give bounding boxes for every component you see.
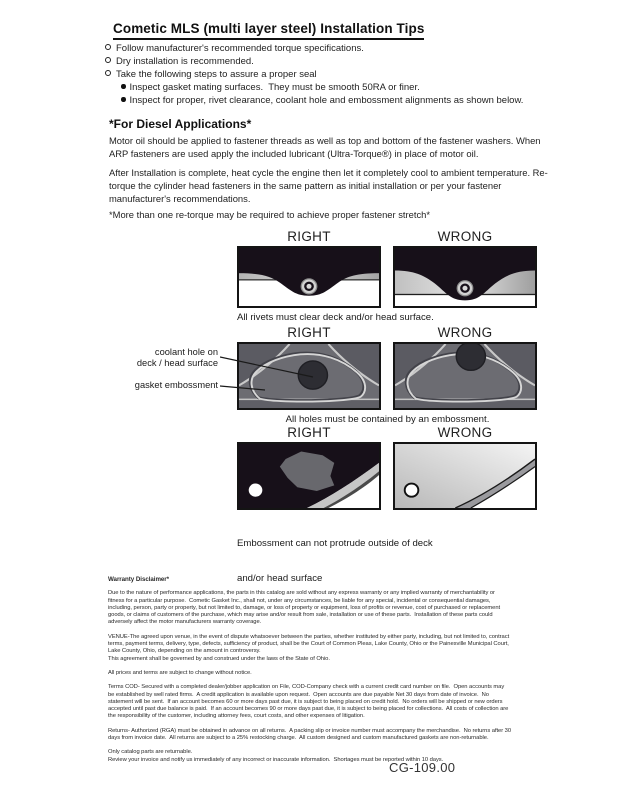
diagram-label-right: RIGHT bbox=[287, 425, 331, 440]
diagram-protrude-right bbox=[237, 442, 381, 510]
diesel-heading: *For Diesel Applications* bbox=[109, 117, 252, 131]
bullet-icon bbox=[105, 57, 111, 63]
disclaimer-paragraph-warranty: Due to the nature of performance applications, the parts in this catalog are sold without any express warranty or any implied warranty of merchantability or fitness for a particular purpose. Cometic Gasket Inc., shall not, under any circumstances, be liable for any special, incidental or consequential damages, including, person, party or property, but not limited to, damage, or loss of property or equipment, loss of profits or revenue, cost of purchased or replacement goods, or claims of customers of the purchase, which may arise and/or result from sale, installation or use of these parts. Installation of these parts could adversely affect the motor manufacturers warranty coverage. bbox=[108, 590, 502, 626]
rivet-wrong-illustration bbox=[395, 248, 535, 306]
diagram-rivet-wrong bbox=[393, 246, 537, 308]
diagram-caption-row1: All rivets must clear deck and/or head surface. bbox=[237, 312, 434, 323]
sub-bullet-text: Inspect for proper, rivet clearance, coolant hole and embossment alignments as shown below. bbox=[129, 95, 524, 106]
disclaimer-heading: Warranty Disclaimer* bbox=[108, 576, 170, 583]
diesel-paragraph-2: After Installation is complete, heat cycle the engine then let it completely cool to ambient temperature. Re-torque the cylinder head fasteners in the same pattern as initial installation or per your fastener manufacturer's recommendations. bbox=[109, 167, 548, 204]
annotation-coolant-hole bbox=[88, 347, 218, 369]
disclaimer-paragraph-catalog: Only catalog parts are returnable. bbox=[108, 749, 193, 756]
rivet-right-illustration bbox=[239, 248, 379, 306]
bullet-item bbox=[105, 68, 364, 81]
diagram-label-wrong: WRONG bbox=[437, 229, 493, 244]
bullet-item bbox=[105, 42, 364, 55]
tips-list bbox=[105, 42, 364, 81]
sub-bullet-icon bbox=[121, 97, 126, 102]
sub-bullet-item bbox=[121, 94, 523, 107]
sub-bullet-text: Inspect gasket mating surfaces. They must be smooth 50RA or finer. bbox=[129, 82, 420, 93]
diagram-protrude-wrong bbox=[393, 442, 537, 510]
caption-line: Embossment can not protrude outside of deck bbox=[237, 538, 433, 549]
diagram-embossment-right bbox=[237, 342, 381, 410]
protrude-right-illustration bbox=[239, 444, 379, 508]
diagram-rivet-right bbox=[237, 246, 381, 308]
annotation-text: coolant hole on bbox=[154, 347, 218, 357]
bullet-text: Take the following steps to assure a proper seal bbox=[116, 69, 317, 80]
bullet-item bbox=[105, 55, 364, 68]
tips-sub-list bbox=[121, 81, 523, 107]
disclaimer-paragraph-governed: This agreement shall be governed by and construed under the laws of the State of Ohio. bbox=[108, 655, 330, 662]
bullet-text: Dry installation is recommended. bbox=[116, 56, 254, 67]
diagram-label-wrong: WRONG bbox=[437, 425, 493, 440]
embossment-wrong-illustration bbox=[395, 344, 535, 408]
bullet-icon bbox=[105, 70, 111, 76]
diagram-label-wrong: WRONG bbox=[437, 325, 493, 340]
disclaimer-paragraph-review: Review your invoice and notify us immediately of any incorrect or inaccurate information. Shortages must be reported within 10 days. bbox=[108, 756, 444, 763]
sub-bullet-item bbox=[121, 81, 523, 94]
caption-line: and/or head surface bbox=[237, 572, 323, 584]
diagram-embossment-wrong bbox=[393, 342, 537, 410]
diagram-caption-row2: All holes must be contained by an embossment. bbox=[285, 414, 490, 425]
sub-bullet-icon bbox=[121, 84, 126, 89]
disclaimer-paragraph-terms: Terms COD- Secured with a completed dealer/jobber application on File, COD-Company check with a current credit card number on file. Open accounts may be established by well rated firms. A credit application is available upon request. Open accounts are due payable Net 30 days from date of invoice. No statement will be sent. If an account becomes 60 or more days past due, it is subject to being placed on credit hold. No orders will be shipped or new orders accepted until past due balance is paid. If an account becomes 90 or more days past due, it is subject to being placed for collections. All costs of collection are the responsibility of the customer, including attorney fees, court costs, and other expenses of litigation. bbox=[108, 684, 510, 720]
footer-code: CG-109.00 bbox=[389, 760, 456, 775]
page-title: Cometic MLS (multi layer steel) Installation Tips bbox=[113, 21, 424, 40]
disclaimer-paragraph-prices: All prices and terms are subject to change without notice. bbox=[108, 669, 252, 676]
protrude-wrong-illustration bbox=[395, 444, 535, 508]
bullet-icon bbox=[105, 44, 111, 50]
disclaimer-paragraph-venue: VENUE-The agreed upon venue, in the event of dispute whatsoever between the parties, whether instituted by either party, including, but not limited to, contract terms, payment terms, delivery, type, defects, sufficiency of product, shall be the Court of Common Pleas, Lake County, Ohio or the Painesville Municipal Court, Lake County, Ohio, depending on the amount in controversy. bbox=[108, 633, 511, 655]
retorque-note: *More than one re-torque may be required to achieve proper fastener stretch* bbox=[109, 209, 431, 220]
warranty-disclaimer bbox=[108, 576, 512, 771]
embossment-right-illustration bbox=[239, 344, 379, 408]
bullet-text: Follow manufacturer's recommended torque specifications. bbox=[116, 43, 364, 54]
annotation-text: deck / head surface bbox=[136, 358, 218, 368]
disclaimer-paragraph-returns: Returns- Authorized (RGA) must be obtained in advance on all returns. A packing slip or invoice number must accompany the merchandise. No returns after 30 days from invoice date. All returns are subject to a 25% restocking charge. All custom designed and custom manufactured gaskets are non-returnable. bbox=[108, 727, 513, 742]
diagram-label-right: RIGHT bbox=[287, 325, 331, 340]
diesel-paragraph-1: Motor oil should be applied to fastener threads as well as top and bottom of the fastener washers. When ARP fasteners are used apply the included lubricant (Ultra-Torque®) in place of motor oil. bbox=[109, 135, 543, 159]
diagram-label-right: RIGHT bbox=[287, 229, 331, 244]
annotation-gasket-embossment: gasket embossment bbox=[134, 380, 218, 390]
